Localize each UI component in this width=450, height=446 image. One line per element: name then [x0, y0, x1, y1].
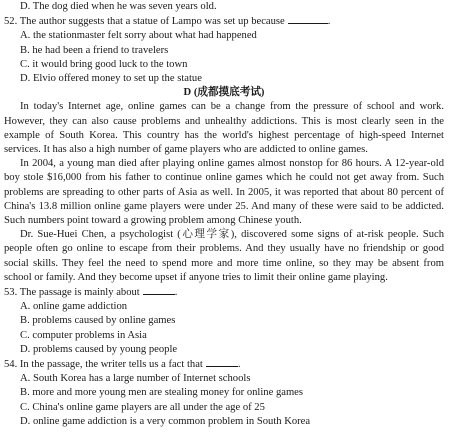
- passage-paragraph-3: Dr. Sue-Huei Chen, a psychologist (心理学家), discovered some signs of at-risk people. Such people often go online to escape from their problems. And they usually have no friendship or good social skills. They feel the need to spend more and more time online, so they may be absent from school or family. And they become upset if anyone tries to limit their online game playing.: [4, 229, 444, 283]
- q54-option-d: D. online game addiction is a very common problem in South Korea: [20, 415, 311, 427]
- section-letter: D: [183, 87, 192, 99]
- answer-blank: [206, 357, 238, 367]
- passage-paragraph-1: In today's Internet age, online games can be a change from the pressure of school and work. However, they can also cause problems and unhealthy addictions. This is most clearly seen in the example of South Korea. This country has the world's highest percentage of high-speed Internet services. It has also a high number of game players who are addicted to online games.: [4, 101, 444, 156]
- question-52: [4, 14, 444, 29]
- q54-option-b: B. more and more young men are stealing money for online games: [20, 387, 304, 399]
- q51-option-d: D. The dog died when he was seven years old.: [20, 1, 217, 12]
- q54-option-c: C. China's online game players are all under the age of 25: [20, 401, 265, 413]
- question-54-stem: 54. In the passage, the writer tells us a fact that: [4, 359, 203, 371]
- q52-option-c: C. it would bring good luck to the town: [20, 58, 188, 70]
- question-53-stem: 53. The passage is mainly about: [4, 287, 140, 299]
- question-end: .: [327, 16, 331, 28]
- section-source: (成都摸底考试): [193, 87, 265, 99]
- question-end: .: [237, 359, 241, 371]
- q54-option-a: A. South Korea has a large number of Internet schools: [20, 373, 251, 385]
- question-52-stem: 52. The author suggests that a statue of Lampo was set up because: [4, 16, 285, 28]
- passage-paragraph-2: In 2004, a young man died after playing online games almost nonstop for 86 hours. A 12-year-old boy stole $16,000 from his father to continue online games which he could not get away from. Such problems are spreading to other parts of Asia as well. In 2005, it was reported that about 80 percent of China's 13.8 million online game players were under 25. And many of these were said to be addicted. Such numbers point toward a growing problem among Chinese youth.: [4, 158, 444, 227]
- q53-option-d: D. problems caused by young people: [20, 343, 178, 355]
- answer-blank: [143, 285, 175, 295]
- q53-option-c: C. computer problems in Asia: [20, 329, 147, 341]
- question-54: [4, 357, 444, 372]
- question-end: .: [174, 287, 178, 299]
- section-heading: [4, 86, 444, 100]
- answer-blank: [288, 14, 328, 24]
- q52-option-b: B. he had been a friend to travelers: [20, 44, 169, 56]
- question-53: [4, 285, 444, 300]
- q53-option-b: B. problems caused by online games: [20, 315, 176, 327]
- q52-option-d: D. Elvio offered money to set up the statue: [20, 73, 202, 85]
- q52-option-a: A. the stationmaster felt sorry about what had happened: [20, 30, 257, 42]
- q53-option-a: A. online game addiction: [20, 301, 128, 313]
